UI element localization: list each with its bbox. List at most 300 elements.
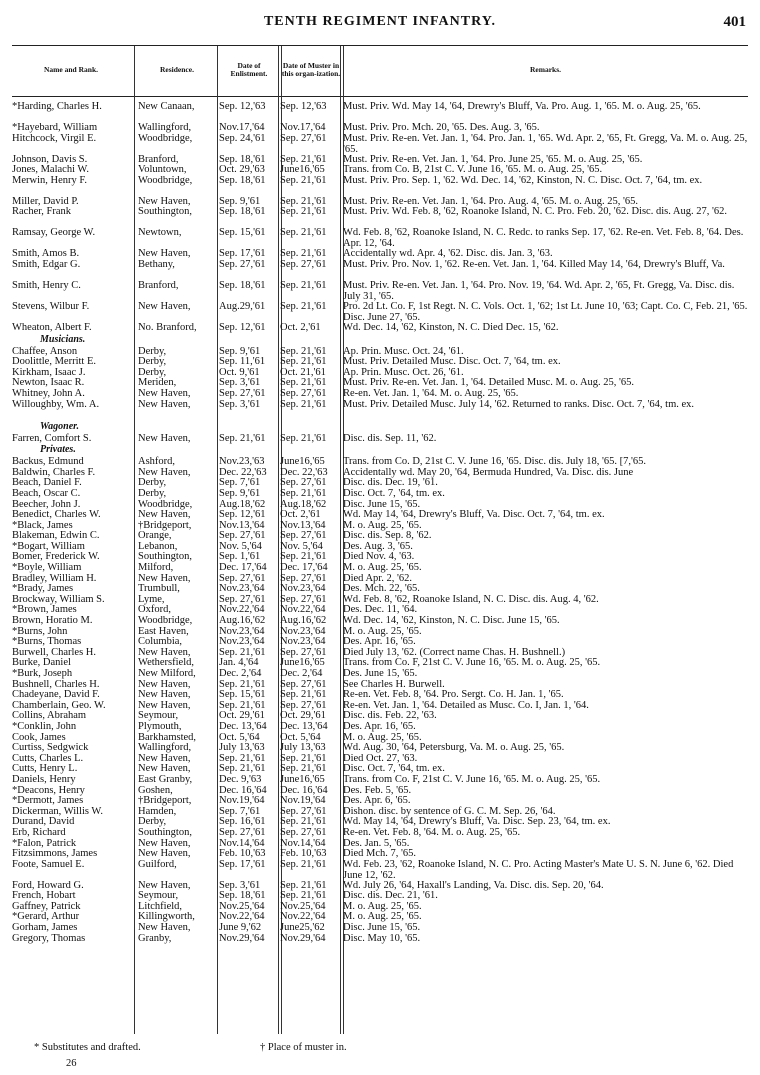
- remarks: Wd. July 26, '64, Haxall's Landing, Va. Disc. dis. Sep. 20, '64.: [343, 879, 604, 891]
- residence: Granby,: [138, 932, 172, 944]
- residence: New Milford,: [138, 668, 196, 679]
- table-row: [0, 356, 760, 367]
- remarks: Re-en. Vet. Feb. 8, '64. Pro. Sergt. Co. H. Jan. 1, '65.: [343, 689, 564, 701]
- enlistment-date: Nov.29,'64: [219, 932, 265, 944]
- residence: New Haven,: [138, 678, 191, 690]
- remarks: Must. Priv. Detailed Musc. July 14, '62. Returned to ranks. Disc. Oct. 7, '64, tm. ex.: [343, 398, 695, 410]
- muster-date: Sep. 21,'61: [280, 816, 327, 828]
- muster-date: Dec. 16,'64: [280, 784, 328, 796]
- remarks: Wd. Feb. 8, '62, Roanoke Island, N. C. Disc. dis. Aug. 4, '62.: [343, 593, 599, 605]
- muster-date: Sep. 27,'61: [280, 530, 327, 542]
- enlistment-date: Feb. 10,'63: [219, 848, 266, 860]
- enlistment-date: Nov. 5,'64: [219, 540, 262, 552]
- residence: New Canaan,: [138, 101, 195, 112]
- soldier-name: Stevens, Wilbur F.: [12, 300, 90, 312]
- table-row: [0, 732, 760, 743]
- table-row: [0, 911, 760, 922]
- table-row: [0, 615, 760, 626]
- table-row: [0, 626, 760, 637]
- residence: Trumbull,: [138, 583, 180, 595]
- table-row: [0, 488, 760, 499]
- enlistment-date: Sep. 15,'61: [219, 689, 266, 701]
- table-row: [0, 520, 760, 531]
- muster-date: Sep. 21,'61: [280, 153, 327, 165]
- table-row: [0, 456, 760, 467]
- enlistment-date: Sep. 21,'61: [219, 752, 266, 764]
- enlistment-date: Dec. 9,'63: [219, 773, 262, 785]
- muster-date: Sep. 21,'61: [280, 300, 327, 312]
- residence: New Haven,: [138, 879, 191, 891]
- enlistment-date: July 13,'63: [219, 742, 265, 754]
- remarks: M. o. Aug. 25, '65.: [343, 562, 422, 574]
- residence: Derby,: [138, 345, 167, 357]
- muster-date: Sep. 27,'61: [280, 593, 327, 605]
- remarks: Disc. June 15, '65.: [343, 922, 421, 934]
- enlistment-date: Sep. 18,'61: [219, 279, 266, 291]
- soldier-name: *Black, James: [12, 519, 73, 531]
- residence: Wallingford,: [138, 122, 192, 133]
- table-row: [0, 259, 760, 280]
- residence: New Haven,: [138, 466, 191, 478]
- soldier-name: Whitney, John A.: [12, 387, 85, 399]
- soldier-name: Smith, Amos B.: [12, 248, 80, 260]
- column-header-muster: Date of Muster in this organ-ization.: [281, 60, 341, 78]
- remarks: Must. Priv. Re-en. Vet. Jan. 1, '64. Pro. Aug. 4, '65. M. o. Aug. 25, '65.: [343, 195, 639, 207]
- header-rule: [12, 96, 748, 97]
- section-title: Wagoner.: [40, 420, 79, 432]
- remarks: Wd. Feb. 23, '62, Roanoke Island, N. C. Pro. Acting Master's Mate U. S. N. June 6, '62. Died June 12, '62.: [343, 858, 734, 881]
- soldier-name: Miller, David P.: [12, 195, 79, 207]
- residence: Derby,: [138, 356, 167, 368]
- remarks: Accidentally wd. Apr. 4, '62. Disc. dis. Jan. 3, '63.: [343, 248, 553, 260]
- residence: New Haven,: [138, 195, 191, 207]
- remarks: Disc. Oct. 7, '64, tm. ex.: [343, 487, 445, 499]
- muster-date: Sep. 27,'61: [280, 477, 327, 489]
- muster-date: Oct. 2,'61: [280, 509, 321, 521]
- residence: East Granby,: [138, 773, 193, 785]
- enlistment-date: Sep. 12,'61: [219, 509, 266, 521]
- muster-date: Nov.29,'64: [280, 932, 326, 944]
- table-row: [0, 227, 760, 248]
- table-row: [0, 164, 760, 175]
- remarks: Must. Priv. Pro. Sep. 1, '62. Wd. Dec. 14, '62, Kinston, N. C. Disc. Oct. 7, '64, tm. ex.: [343, 174, 703, 186]
- page-number: 401: [723, 14, 746, 30]
- table-row: [0, 206, 760, 227]
- soldier-name: *Harding, Charles H.: [12, 101, 102, 112]
- soldier-name: Smith, Edgar G.: [12, 258, 81, 270]
- soldier-name: Bradley, William H.: [12, 572, 97, 584]
- remarks: Des. Feb. 5, '65.: [343, 784, 412, 796]
- residence: Litchfield,: [138, 900, 183, 912]
- footnote-substitutes: * Substitutes and drafted.: [34, 1042, 141, 1053]
- table-row: [0, 700, 760, 711]
- muster-date: Sep. 27,'61: [280, 646, 327, 658]
- muster-date: Dec. 13,'64: [280, 720, 328, 732]
- soldier-name: Beecher, John J.: [12, 498, 81, 510]
- residence: New Haven,: [138, 752, 191, 764]
- residence: Newtown,: [138, 227, 182, 239]
- table-row: [0, 816, 760, 827]
- enlistment-date: Nov.19,'64: [219, 795, 265, 807]
- remarks: Wd. May 14, '64, Drewry's Bluff, Va. Disc. Oct. 7, '64, tm. ex.: [343, 509, 605, 521]
- muster-date: Oct. 21,'61: [280, 366, 326, 378]
- residence: Derby,: [138, 366, 167, 378]
- soldier-name: Johnson, Davis S.: [12, 153, 88, 165]
- table-row: [0, 301, 760, 322]
- page-title: TENTH REGIMENT INFANTRY.: [263, 14, 497, 29]
- enlistment-date: Sep. 27,'61: [219, 572, 266, 584]
- remarks: Re-en. Vet. Feb. 8, '64. M. o. Aug. 25, '65.: [343, 826, 521, 838]
- soldier-name: Burke, Daniel: [12, 657, 71, 669]
- table-row: [0, 647, 760, 658]
- table-row: [0, 668, 760, 679]
- residence: New Haven,: [138, 848, 191, 860]
- soldier-name: *Conklin, John: [12, 720, 77, 732]
- residence: Branford,: [138, 153, 179, 165]
- muster-date: June16,'65: [280, 164, 325, 176]
- remarks: Disc. dis. Sep. 11, '62.: [343, 432, 437, 444]
- table-row: [0, 399, 760, 420]
- remarks: Trans. from Co. F, 21st C. V. June 16, '65. M. o. Aug. 25, '65.: [343, 773, 601, 785]
- residence: New Haven,: [138, 922, 191, 934]
- table-row: [0, 346, 760, 357]
- residence: Goshen,: [138, 784, 173, 796]
- soldier-name: Bushnell, Charles H.: [12, 678, 100, 690]
- soldier-name: Brown, Horatio M.: [12, 615, 93, 627]
- soldier-name: Fitzsimmons, James: [12, 848, 98, 860]
- remarks: Trans. from Co. B, 21st C. V. June 16, '65. M. o. Aug. 25, '65.: [343, 164, 603, 176]
- muster-date: Sep. 21,'61: [280, 398, 327, 410]
- remarks: Disc. Oct. 7, '64, tm. ex.: [343, 763, 445, 775]
- remarks: Des. Dec. 11, '64.: [343, 604, 418, 616]
- section-title: Privates.: [40, 444, 76, 456]
- enlistment-date: Dec. 13,'64: [219, 720, 267, 732]
- enlistment-date: Sep. 18,'61: [219, 890, 266, 902]
- remarks: Died Nov. 4, '63.: [343, 551, 415, 563]
- column-header-remarks: Remarks.: [529, 64, 562, 74]
- remarks: Des. Jan. 5, '65.: [343, 837, 410, 849]
- section-heading: [0, 420, 760, 433]
- remarks: M. o. Aug. 25, '65.: [343, 911, 422, 923]
- table-row: [0, 785, 760, 796]
- remarks: Ap. Prin. Musc. Oct. 26, '61.: [343, 366, 464, 378]
- muster-date: Sep. 21,'61: [280, 227, 327, 239]
- residence: †Bridgeport,: [138, 795, 192, 807]
- enlistment-date: Sep. 21,'61: [219, 678, 266, 690]
- remarks: Died Oct. 27, '63.: [343, 752, 418, 764]
- residence: New Haven,: [138, 248, 191, 260]
- residence: Plymouth,: [138, 720, 182, 732]
- muster-date: Sep. 21,'61: [280, 345, 327, 357]
- remarks: Must. Priv. Re-en. Vet. Jan. 1, '64. Pro. Jan. 1, '65. Wd. Apr. 2, '65, Ft. Gregg, Va. M. o. Aug. 25, '65.: [343, 132, 748, 155]
- muster-date: Sep. 12,'63: [280, 101, 327, 112]
- remarks: Must. Priv. Wd. Feb. 8, '62, Roanoke Island, N. C. Pro. Feb. 20, '62. Disc. dis. Aug. 27, '62.: [343, 206, 727, 218]
- residence: Seymour,: [138, 890, 179, 902]
- soldier-name: Dickerman, Willis W.: [12, 805, 103, 817]
- enlistment-date: Sep. 27,'61: [219, 826, 266, 838]
- soldier-name: Benedict, Charles W.: [12, 509, 101, 521]
- muster-date: June25,'62: [280, 922, 325, 934]
- table-row: [0, 838, 760, 849]
- enlistment-date: Nov.22,'64: [219, 604, 265, 616]
- residence: Wethersfield,: [138, 657, 195, 669]
- muster-date: Feb. 10,'63: [280, 848, 327, 860]
- table-row: [0, 890, 760, 901]
- soldier-name: Gregory, Thomas: [12, 932, 86, 944]
- enlistment-date: Nov.23,'64: [219, 583, 265, 595]
- enlistment-date: Nov.22,'64: [219, 911, 265, 923]
- enlistment-date: Sep. 9,'61: [219, 345, 261, 357]
- enlistment-date: Sep. 1,'61: [219, 551, 261, 563]
- muster-date: Aug.16,'62: [280, 615, 327, 627]
- table-row: [0, 689, 760, 700]
- residence: Southington,: [138, 826, 192, 838]
- enlistment-date: Aug.16,'62: [219, 615, 266, 627]
- enlistment-date: Sep. 15,'61: [219, 227, 266, 239]
- table-row: [0, 196, 760, 207]
- soldier-name: *Falon, Patrick: [12, 837, 77, 849]
- enlistment-date: Sep. 21,'61: [219, 646, 266, 658]
- muster-date: Oct. 5,'64: [280, 731, 321, 743]
- muster-date: Nov.25,'64: [280, 900, 326, 912]
- muster-date: Nov.22,'64: [280, 604, 326, 616]
- remarks: Dishon. disc. by sentence of G. C. M. Sep. 26, '64.: [343, 805, 556, 817]
- table-row: [0, 827, 760, 838]
- residence: Guilford,: [138, 858, 177, 870]
- enlistment-date: Sep. 16,'61: [219, 816, 266, 828]
- remarks: Died July 13, '62. (Correct name Chas. H. Bushnell.): [343, 646, 566, 658]
- remarks: Died Apr. 2, '62.: [343, 572, 412, 584]
- enlistment-date: Dec. 17,'64: [219, 562, 267, 574]
- remarks: Must. Priv. Re-en. Vet. Jan. 1, '64. Detailed Musc. M. o. Aug. 25, '65.: [343, 377, 635, 389]
- soldier-name: Chadeyane, David F.: [12, 689, 100, 701]
- remarks: M. o. Aug. 25, '65.: [343, 625, 422, 637]
- soldier-name: *Brady, James: [12, 583, 74, 595]
- table-row: [0, 377, 760, 388]
- soldier-name: Racher, Frank: [12, 206, 72, 218]
- soldier-name: Ford, Howard G.: [12, 879, 84, 891]
- enlistment-date: Nov.17,'64: [219, 122, 265, 133]
- residence: Woodbridge,: [138, 132, 193, 144]
- enlistment-date: Sep. 11,'61: [219, 356, 266, 368]
- remarks: Died Mch. 7, '65.: [343, 848, 417, 860]
- enlistment-date: Sep. 18,'61: [219, 206, 266, 218]
- remarks: Re-en. Vet. Jan. 1, '64. M. o. Aug. 25, '65.: [343, 387, 519, 399]
- muster-date: Nov.14,'64: [280, 837, 326, 849]
- enlistment-date: Sep. 3,'61: [219, 377, 261, 389]
- muster-date: Aug.18,'62: [280, 498, 327, 510]
- enlistment-date: Sep. 7,'61: [219, 805, 261, 817]
- soldier-name: *Burns, Thomas: [12, 636, 82, 648]
- muster-date: Sep. 21,'61: [280, 248, 327, 260]
- residence: New Haven,: [138, 300, 191, 312]
- enlistment-date: Oct. 9,'61: [219, 366, 260, 378]
- remarks: Must. Priv. Wd. May 14, '64, Drewry's Bluff, Va. Pro. Aug. 1, '65. M. o. Aug. 25, '65.: [343, 101, 701, 112]
- muster-date: Sep. 27,'61: [280, 258, 327, 270]
- muster-date: Sep. 27,'61: [280, 805, 327, 817]
- muster-date: Nov.19,'64: [280, 795, 326, 807]
- muster-date: Sep. 21,'61: [280, 195, 327, 207]
- residence: Columbia,: [138, 636, 183, 648]
- table-row: [0, 133, 760, 154]
- table-row: [0, 657, 760, 668]
- residence: Meriden,: [138, 377, 177, 389]
- enlistment-date: Nov.25,'64: [219, 900, 265, 912]
- muster-date: Sep. 21,'61: [280, 763, 327, 775]
- soldier-name: *Burns, John: [12, 625, 68, 637]
- muster-date: Sep. 27,'61: [280, 678, 327, 690]
- residence: Southington,: [138, 551, 192, 563]
- residence: New Haven,: [138, 689, 191, 701]
- residence: Barkhamsted,: [138, 731, 197, 743]
- remarks: M. o. Aug. 25, '65.: [343, 519, 422, 531]
- remarks: Des. Aug. 3, '65.: [343, 540, 413, 552]
- footnote-muster-place: † Place of muster in.: [260, 1042, 347, 1053]
- soldier-name: Gorham, James: [12, 922, 78, 934]
- residence: New Haven,: [138, 646, 191, 658]
- muster-date: Nov.22,'64: [280, 911, 326, 923]
- soldier-name: *Burk, Joseph: [12, 668, 73, 679]
- remarks: Disc. dis. Dec. 21, '61.: [343, 890, 438, 902]
- table-row: [0, 509, 760, 520]
- table-row: [0, 795, 760, 806]
- table-row: [0, 922, 760, 933]
- soldier-name: Cook, James: [12, 731, 66, 743]
- muster-date: Nov.23,'64: [280, 625, 326, 637]
- residence: New Haven,: [138, 699, 191, 711]
- muster-date: June16,'65: [280, 773, 325, 785]
- remarks: Trans. from Co. F, 21st C. V. June 16, '65. M. o. Aug. 25, '65.: [343, 657, 601, 669]
- muster-date: Sep. 27,'61: [280, 387, 327, 399]
- soldier-name: Doolittle, Merritt E.: [12, 356, 96, 368]
- enlistment-date: Nov.13,'64: [219, 519, 265, 531]
- remarks: Wd. Feb. 8, '62, Roanoke Island, N. C. Redc. to ranks Sep. 17, '62. Re-en. Vet. Feb. 8, '64. Des. Apr. 12, '64.: [343, 227, 744, 250]
- muster-date: Sep. 21,'61: [280, 174, 327, 186]
- soldier-name: Foote, Samuel E.: [12, 858, 85, 870]
- table-row: [0, 753, 760, 764]
- muster-date: Nov.13,'64: [280, 519, 326, 531]
- remarks: Disc. June 15, '65.: [343, 498, 421, 510]
- remarks: Disc. May 10, '65.: [343, 932, 421, 944]
- soldier-name: Farren, Comfort S.: [12, 432, 92, 444]
- column-header-name: Name and Rank.: [44, 64, 98, 74]
- muster-date: Sep. 21,'61: [280, 487, 327, 499]
- residence: Orange,: [138, 530, 172, 542]
- muster-date: Nov.23,'64: [280, 583, 326, 595]
- table-row: [0, 583, 760, 594]
- muster-date: Sep. 21,'61: [280, 858, 327, 870]
- soldier-name: Daniels, Henry: [12, 773, 76, 785]
- enlistment-date: Sep. 21,'61: [219, 432, 266, 444]
- soldier-name: Durand, David: [12, 816, 75, 828]
- remarks: Des. Apr. 6, '65.: [343, 795, 411, 807]
- section-title: Musicians.: [40, 333, 86, 345]
- remarks: Des. June 15, '65.: [343, 668, 418, 679]
- table-row: [0, 573, 760, 584]
- residence: Woodbridge,: [138, 615, 193, 627]
- table-row: [0, 742, 760, 753]
- remarks: Des. Mch. 22, '65.: [343, 583, 420, 595]
- section-heading: [0, 333, 760, 346]
- soldier-name: Beach, Daniel F.: [12, 477, 82, 489]
- enlistment-date: Sep. 21,'61: [219, 763, 266, 775]
- muster-date: Sep. 21,'61: [280, 879, 327, 891]
- soldier-name: *Dermott, James: [12, 795, 84, 807]
- enlistment-date: Sep. 18,'61: [219, 174, 266, 186]
- section-heading: [0, 443, 760, 456]
- table-row: [0, 636, 760, 647]
- soldier-name: Chaffee, Anson: [12, 345, 78, 357]
- soldier-name: Willoughby, Wm. A.: [12, 398, 100, 410]
- table-row: [0, 901, 760, 912]
- enlistment-date: Aug.29,'61: [219, 300, 266, 312]
- muster-date: Sep. 21,'61: [280, 752, 327, 764]
- table-row: [0, 774, 760, 785]
- enlistment-date: Sep. 9,'61: [219, 487, 261, 499]
- residence: New Haven,: [138, 387, 191, 399]
- soldier-name: Erb, Richard: [12, 826, 66, 838]
- table-row: [0, 551, 760, 562]
- soldier-name: Blakeman, Edwin C.: [12, 530, 100, 542]
- soldier-name: French, Hobart: [12, 890, 76, 902]
- table-row: [0, 101, 760, 122]
- enlistment-date: Sep. 21,'61: [219, 699, 266, 711]
- signature-mark: 26: [66, 1058, 77, 1069]
- table-row: [0, 175, 760, 196]
- muster-date: Nov.17,'64: [280, 122, 326, 133]
- residence: Wallingford,: [138, 742, 192, 754]
- table-row: [0, 530, 760, 541]
- enlistment-date: Aug.18,'62: [219, 498, 266, 510]
- muster-date: Sep. 21,'61: [280, 551, 327, 563]
- residence: New Haven,: [138, 572, 191, 584]
- table-row: [0, 154, 760, 165]
- muster-date: Dec. 22,'63: [280, 466, 328, 478]
- residence: Woodbridge,: [138, 174, 193, 186]
- remarks: Must. Priv. Pro. Mch. 20, '65. Des. Aug. 3, '65.: [343, 122, 540, 133]
- enlistment-date: Sep. 12,'61: [219, 321, 266, 333]
- soldier-name: Backus, Edmund: [12, 456, 84, 468]
- table-row: [0, 477, 760, 488]
- residence: Hamden,: [138, 805, 177, 817]
- soldier-name: *Hayebard, William: [12, 122, 98, 133]
- remarks: Must. Priv. Detailed Musc. Disc. Oct. 7, '64, tm. ex.: [343, 356, 561, 368]
- soldier-name: *Brown, James: [12, 604, 77, 616]
- muster-date: June16,'65: [280, 657, 325, 669]
- remarks: Des. Apr. 16, '65.: [343, 720, 416, 732]
- remarks: See Charles H. Burwell.: [343, 678, 445, 690]
- soldier-name: Bomer, Frederick W.: [12, 551, 100, 563]
- enlistment-date: Sep. 17,'61: [219, 858, 266, 870]
- enlistment-date: Dec. 16,'64: [219, 784, 267, 796]
- enlistment-date: Dec. 22,'63: [219, 466, 267, 478]
- table-row: [0, 280, 760, 301]
- residence: Milford,: [138, 562, 174, 574]
- table-row: [0, 848, 760, 859]
- table-row: [0, 248, 760, 259]
- remarks: Wd. May 14, '64, Drewry's Bluff, Va. Disc. Sep. 23, '64, tm. ex.: [343, 816, 611, 828]
- enlistment-date: Nov.23,'63: [219, 456, 265, 468]
- soldier-name: Merwin, Henry F.: [12, 174, 87, 186]
- residence: New Haven,: [138, 763, 191, 775]
- enlistment-date: Sep. 27,'61: [219, 387, 266, 399]
- remarks: M. o. Aug. 25, '65.: [343, 900, 422, 912]
- enlistment-date: Sep. 17,'61: [219, 248, 266, 260]
- table-row: [0, 679, 760, 690]
- table-row: [0, 367, 760, 378]
- enlistment-date: Sep. 3,'61: [219, 879, 261, 891]
- residence: Bethany,: [138, 258, 175, 270]
